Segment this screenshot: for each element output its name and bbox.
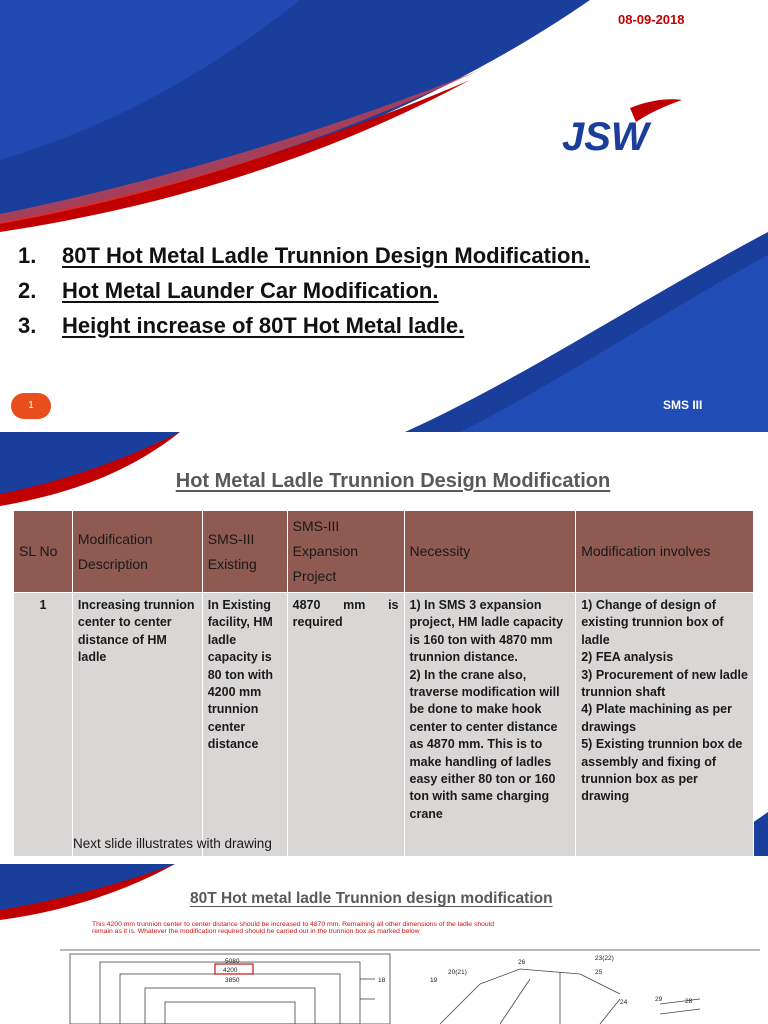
- agenda-item-text: 80T Hot Metal Ladle Trunnion Design Modification.: [62, 242, 591, 268]
- dimension-label: 4200: [223, 967, 238, 974]
- agenda-item: [18, 238, 590, 273]
- department-label: SMS III: [663, 398, 703, 412]
- cell-description: Increasing trunnion center to center distance of HM ladle: [72, 593, 202, 857]
- dimension-label: 5080: [225, 958, 240, 965]
- agenda-item-number: 2.: [18, 277, 37, 303]
- next-slide-note: Next slide illustrates with drawing: [73, 836, 272, 851]
- page-number-badge: 1: [11, 393, 51, 419]
- agenda-list: [18, 238, 590, 343]
- cell-sl-no: 1: [14, 593, 73, 857]
- drawing-instruction-note: This 4200 mm trunnion center to center distance should be increased to 4870 mm. Remaining all other dimensions of the ladle should remain as it is. Whatever the modification required should be carried out in the trunnion box as marked below: [92, 921, 494, 936]
- cell-existing: In Existing facility, HM ladle capacity is 80 ton with 4200 mm trunnion center distance: [202, 593, 287, 857]
- part-label: 20(21): [448, 969, 467, 976]
- cell-necessity: 1) In SMS 3 expansion project, HM ladle capacity is 160 ton with 4870 mm trunnion distance. 2) In the crane also, traverse modification will be done to make hook center to center distance as 4870 mm. This is to make handling of ladles easy either 80 ton or 160 ton with same charging crane: [404, 593, 576, 857]
- agenda-item: [18, 308, 590, 343]
- agenda-item: [18, 273, 590, 308]
- agenda-item-text: Height increase of 80T Hot Metal ladle.: [62, 312, 465, 338]
- slide-2: [0, 432, 768, 856]
- ladle-trunnion-drawing: [60, 944, 760, 1024]
- part-label: 28: [685, 998, 693, 1005]
- table-row: [14, 593, 754, 857]
- slide-date: 08-09-2018: [618, 12, 685, 27]
- dimension-label: 3850: [225, 977, 240, 984]
- part-label: 23(22): [595, 955, 614, 962]
- header-involves: Modification involves: [576, 511, 754, 593]
- slide-title: [0, 470, 768, 493]
- cell-expansion: 4870 mm is required: [287, 593, 404, 857]
- table-header-row: [14, 511, 754, 593]
- part-label: 25: [595, 969, 603, 976]
- slide-3: [0, 864, 768, 1024]
- modification-table: [13, 510, 754, 856]
- header-description: Modification Description: [72, 511, 202, 593]
- header-necessity: Necessity: [404, 511, 576, 593]
- agenda-item-number: 1.: [18, 242, 37, 268]
- header-expansion: SMS-III Expansion Project: [287, 511, 404, 593]
- agenda-item-number: 3.: [18, 312, 37, 338]
- part-label: 29: [655, 996, 663, 1003]
- part-label: 26: [518, 959, 526, 966]
- part-label: 18: [378, 977, 386, 984]
- svg-text:JSW: JSW: [562, 115, 649, 159]
- jsw-logo: [560, 98, 684, 162]
- part-label: 24: [620, 999, 628, 1006]
- slide-1-swoosh-background: [0, 0, 768, 432]
- slide-separator: [0, 856, 768, 864]
- slide-title-text: 80T Hot metal ladle Trunnion design modification: [190, 890, 553, 907]
- part-label: 19: [430, 977, 438, 984]
- slide-title-text: Hot Metal Ladle Trunnion Design Modification: [175, 470, 611, 492]
- slide-1: [0, 0, 768, 432]
- cell-involves: 1) Change of design of existing trunnion box of ladle 2) FEA analysis 3) Procurement of new ladle trunnion shaft 4) Plate machining as per drawings 5) Existing trunnion box de assembly and fixing of trunnion box as per drawing: [576, 593, 754, 857]
- header-existing: SMS-III Existing: [202, 511, 287, 593]
- header-sl-no: SL No: [14, 511, 73, 593]
- agenda-item-text: Hot Metal Launder Car Modification.: [62, 277, 439, 303]
- slide-title: [190, 890, 553, 908]
